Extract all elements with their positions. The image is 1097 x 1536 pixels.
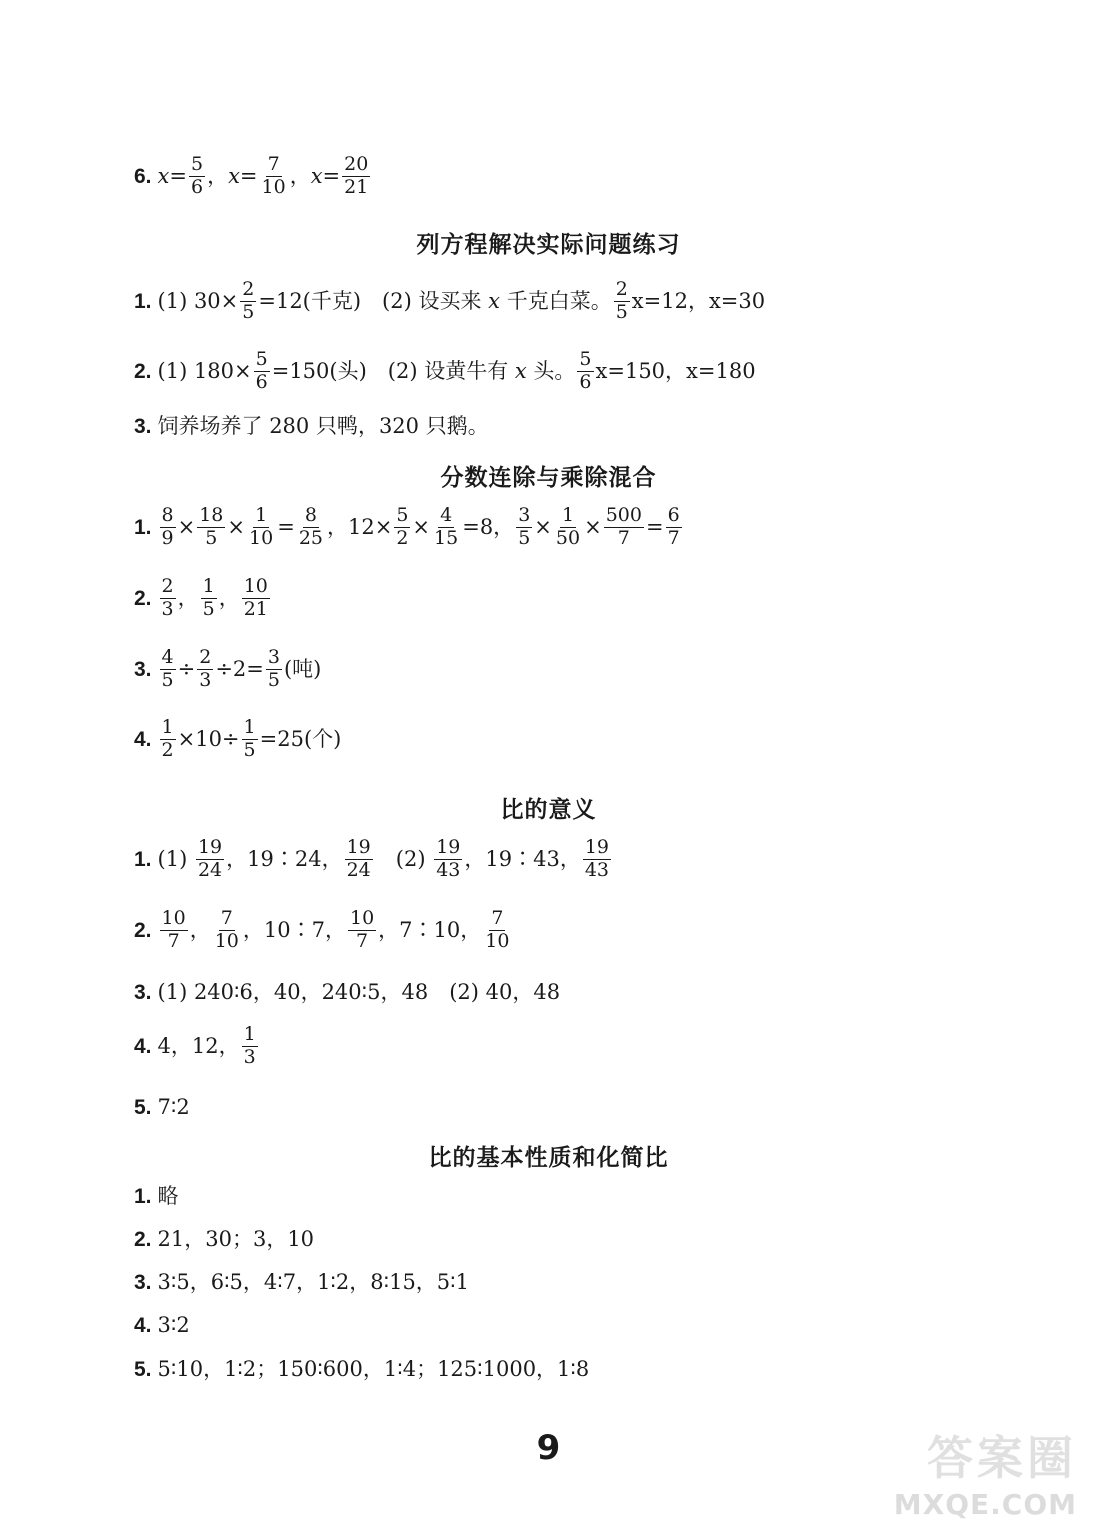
equals: = [277, 514, 295, 539]
watermark-logo-text: 答案圈 [927, 1431, 1077, 1485]
fraction: $\frac{1}{3}$ [243, 1023, 256, 1068]
answer-number: 3. [134, 657, 152, 681]
fraction: $\frac{20}{21}$ [344, 153, 369, 198]
fraction: $\frac{10}{7}$ [161, 907, 186, 952]
fraction: $\frac{4}{15}$ [434, 504, 459, 549]
fraction: $\frac{5}{6}$ [255, 348, 268, 393]
watermark-logo [877, 1422, 1077, 1522]
answer-text: 略 [157, 1184, 179, 1208]
answer-number: 1. [134, 847, 152, 871]
answer-line [134, 1186, 179, 1207]
fraction: $\frac{10}{7}$ [349, 907, 375, 952]
fraction: $\frac{10}{21}$ [243, 575, 268, 620]
answer-line [134, 280, 765, 323]
separator: ， [177, 585, 199, 610]
answer-number: 3. [134, 415, 152, 438]
fraction: $\frac{2}{3}$ [199, 646, 212, 691]
answer-number: 5. [134, 1358, 152, 1381]
answer-text: 21，30；3，10 [157, 1227, 315, 1251]
fraction: $\frac{5}{6}$ [579, 348, 592, 393]
fraction: $\frac{1}{50}$ [555, 504, 581, 549]
fraction: $\frac{8}{25}$ [298, 504, 323, 549]
answer-line [134, 982, 560, 1003]
fraction: $\frac{3}{5}$ [518, 504, 531, 549]
answer-text: 3∶5，6∶5，4∶7，1∶2，8∶15，5∶1 [157, 1270, 469, 1294]
variable-x: x [310, 163, 323, 188]
fraction: $\frac{19}{43}$ [436, 836, 461, 881]
fraction: $\frac{18}{5}$ [199, 504, 224, 549]
operator: × [412, 514, 431, 539]
answer-line [134, 838, 613, 881]
section-heading: 列方程解决实际问题练习 [416, 232, 681, 258]
watermark-url: MXQE.COM [893, 1488, 1077, 1521]
answer-line-6 [134, 155, 372, 198]
answer-text: ，19∶24， [226, 846, 343, 871]
equals: = [645, 514, 664, 539]
answer-text: =12(千克) (2) 设买来 [258, 288, 489, 313]
answer-text: (1) [157, 846, 194, 871]
answer-line [134, 909, 513, 952]
answer-number: 2. [134, 918, 152, 942]
answer-number: 1. [134, 1185, 152, 1208]
operator: × [584, 514, 602, 539]
fraction: $\frac{19}{24}$ [197, 836, 223, 881]
answer-text: =8， [462, 514, 515, 539]
fraction: $\frac{5}{6}$ [190, 153, 204, 198]
answer-number: 2. [134, 586, 152, 610]
answer-text: (2) [374, 846, 433, 871]
section-heading: 比的基本性质和化简比 [428, 1145, 669, 1171]
answer-number: 4. [134, 1034, 152, 1058]
answer-text: x=150，x=180 [595, 358, 756, 383]
answer-text: =25(个) [259, 726, 342, 751]
fraction: $\frac{5}{2}$ [396, 504, 409, 549]
answer-number: 1. [134, 515, 152, 539]
fraction: $\frac{19}{24}$ [346, 836, 371, 881]
variable-x: x [157, 163, 170, 188]
answer-number: 3. [134, 981, 152, 1004]
answer-text: (1) 30× [157, 288, 239, 313]
fraction: $\frac{1}{5}$ [202, 575, 215, 620]
answer-line [134, 718, 341, 761]
fraction: $\frac{1}{5}$ [243, 716, 256, 761]
fraction: $\frac{2}{3}$ [161, 575, 174, 620]
answer-text: 千克白菜。 [500, 288, 612, 313]
fraction: $\frac{1}{2}$ [161, 716, 174, 761]
page-number: 9 [536, 1428, 561, 1468]
answer-text: 5∶10，1∶2；150∶600，1∶4；125∶1000，1∶8 [157, 1357, 590, 1381]
variable-x: x [514, 358, 527, 383]
variable-x: x [228, 163, 240, 188]
fraction: $\frac{7}{10}$ [261, 153, 286, 198]
fraction: $\frac{2}{5}$ [242, 278, 255, 323]
equals: = [169, 163, 187, 188]
variable-x: x [488, 288, 501, 313]
answer-text: =150(头) (2) 设黄牛有 [271, 358, 515, 383]
fraction: $\frac{1}{10}$ [249, 504, 274, 549]
answer-unit: (吨) [283, 656, 322, 681]
equals: = [322, 163, 341, 188]
answer-text: ，12× [327, 514, 393, 539]
answer-number: 2. [134, 359, 152, 383]
answer-number: 4. [134, 727, 152, 751]
answer-number: 5. [134, 1096, 152, 1119]
answer-text: 7∶2 [157, 1095, 190, 1119]
answer-number: 3. [134, 1271, 152, 1294]
answer-number: 4. [134, 1314, 152, 1337]
fraction: $\frac{8}{9}$ [161, 504, 174, 549]
answer-text: (1) 240∶6，40，240∶5，48 (2) 40，48 [157, 980, 561, 1004]
answer-number: 6. [134, 164, 152, 188]
fraction: $\frac{7}{10}$ [214, 907, 239, 952]
answer-text: ÷2= [215, 656, 264, 681]
answer-text: ，10∶7， [242, 917, 346, 942]
answer-line [134, 1359, 589, 1380]
fraction: $\frac{3}{5}$ [267, 646, 280, 691]
answer-line [134, 506, 684, 549]
answer-text: 3∶2 [157, 1313, 190, 1337]
operator: × [177, 514, 196, 539]
fraction: $\frac{6}{7}$ [667, 504, 680, 549]
section-heading: 比的意义 [500, 797, 597, 823]
answer-text: 4，12， [157, 1033, 240, 1058]
fraction: $\frac{4}{5}$ [161, 646, 174, 691]
operator: ÷ [177, 656, 196, 681]
answer-line [134, 350, 756, 393]
answer-line [134, 1315, 190, 1336]
answer-line [134, 1229, 314, 1250]
answer-text: (1) 180× [157, 358, 252, 383]
answer-number: 2. [134, 1228, 152, 1251]
answer-text: ，7∶10， [378, 917, 482, 942]
answer-text: x=12，x=30 [631, 288, 766, 313]
fraction: $\frac{2}{5}$ [615, 278, 628, 323]
answer-text: 头。 [526, 358, 576, 383]
fraction: $\frac{7}{10}$ [485, 907, 510, 952]
answer-number: 1. [134, 289, 152, 313]
separator: ， [289, 163, 311, 188]
answer-text: 饲养场养了 280 只鸭，320 只鹅。 [157, 414, 489, 438]
equals: = [239, 163, 258, 188]
fraction: $\frac{500}{7}$ [605, 504, 642, 549]
fraction: $\frac{19}{43}$ [584, 836, 610, 881]
answer-line [134, 577, 272, 620]
answer-line [134, 648, 321, 691]
separator: ， [218, 585, 240, 610]
answer-line [134, 1272, 469, 1293]
operator: × [534, 514, 552, 539]
answer-text: ，19∶43， [464, 846, 581, 871]
operator: × [227, 514, 246, 539]
answer-text: ×10÷ [177, 726, 240, 751]
answer-line [134, 416, 489, 437]
separator: ， [189, 917, 211, 942]
section-heading: 分数连除与乘除混合 [440, 465, 657, 491]
answer-line [134, 1097, 190, 1118]
answer-line [134, 1025, 260, 1068]
separator: ， [207, 163, 229, 188]
